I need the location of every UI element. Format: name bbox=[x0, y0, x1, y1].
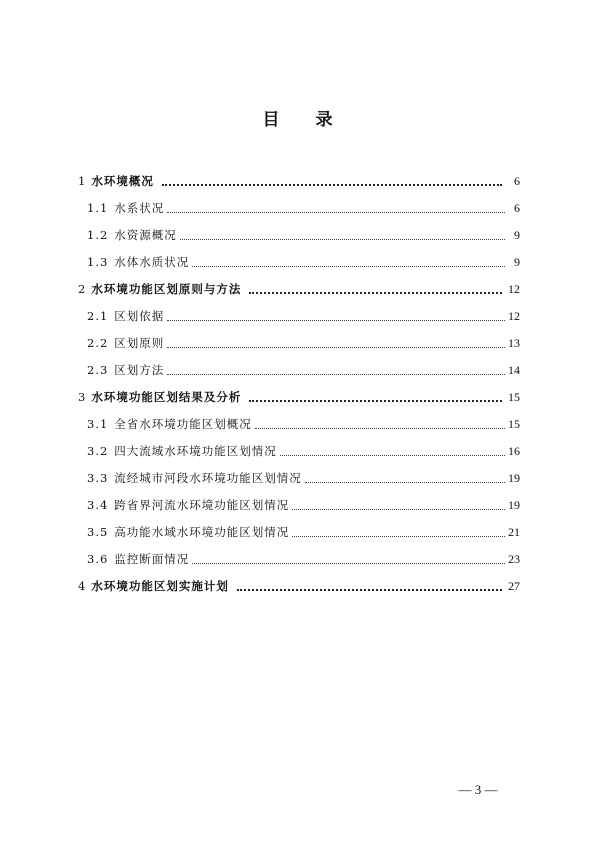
toc-entry-label bbox=[87, 546, 189, 573]
toc-entry-label bbox=[78, 384, 241, 411]
toc-entry-label bbox=[87, 438, 277, 465]
toc-entry-label bbox=[87, 465, 302, 492]
toc-dot-leader bbox=[255, 419, 505, 429]
toc-entry[interactable] bbox=[78, 438, 520, 465]
toc-entry-label bbox=[78, 276, 241, 303]
toc-entry-page: 16 bbox=[508, 444, 520, 458]
toc-entry-label bbox=[87, 411, 252, 438]
table-of-contents bbox=[78, 168, 520, 600]
toc-entry-label bbox=[78, 573, 229, 600]
toc-entry-number: 2.2 bbox=[87, 336, 109, 350]
toc-entry[interactable] bbox=[78, 249, 520, 276]
toc-entry-number: 1.1 bbox=[87, 201, 109, 215]
toc-entry-page: 19 bbox=[508, 498, 520, 512]
toc-entry-number: 2 bbox=[78, 282, 87, 296]
toc-entry[interactable] bbox=[78, 384, 520, 411]
toc-dot-leader bbox=[305, 473, 505, 483]
toc-entry[interactable] bbox=[78, 303, 520, 330]
toc-entry[interactable] bbox=[78, 222, 520, 249]
toc-entry[interactable] bbox=[78, 546, 520, 573]
toc-entry[interactable] bbox=[78, 492, 520, 519]
toc-entry[interactable] bbox=[78, 411, 520, 438]
toc-entry-text: 高功能水域水环境功能区划情况 bbox=[114, 525, 290, 539]
toc-dot-leader bbox=[292, 527, 505, 537]
toc-entry[interactable] bbox=[78, 330, 520, 357]
toc-entry-text: 水环境概况 bbox=[91, 174, 154, 188]
toc-dot-leader bbox=[180, 230, 505, 240]
page-title bbox=[0, 105, 595, 130]
toc-dot-leader bbox=[192, 257, 505, 267]
toc-entry-page: 12 bbox=[508, 282, 520, 296]
toc-entry-number: 3.5 bbox=[87, 525, 109, 539]
toc-entry-number: 3 bbox=[78, 390, 87, 404]
toc-entry-label bbox=[87, 330, 164, 357]
toc-entry-page: 15 bbox=[508, 390, 520, 404]
toc-entry[interactable] bbox=[78, 573, 520, 600]
toc-entry-text: 水环境功能区划实施计划 bbox=[91, 579, 229, 593]
toc-entry-number: 3.4 bbox=[87, 498, 109, 512]
toc-entry-text: 水系状况 bbox=[114, 201, 165, 215]
page-title-part2: 录 bbox=[315, 110, 333, 130]
toc-entry-number: 3.2 bbox=[87, 444, 109, 458]
toc-entry-text: 四大流域水环境功能区划情况 bbox=[114, 444, 277, 458]
toc-entry-page: 13 bbox=[508, 336, 520, 350]
toc-entry-label bbox=[87, 222, 177, 249]
toc-entry[interactable] bbox=[78, 519, 520, 546]
toc-entry-page: 12 bbox=[508, 309, 520, 323]
toc-dot-leader bbox=[192, 554, 505, 564]
toc-entry[interactable] bbox=[78, 465, 520, 492]
toc-entry-text: 区划依据 bbox=[114, 309, 165, 323]
toc-entry-label bbox=[87, 357, 164, 384]
toc-entry-text: 跨省界河流水环境功能区划情况 bbox=[114, 498, 290, 512]
toc-entry-text: 全省水环境功能区划概况 bbox=[114, 417, 252, 431]
toc-entry-number: 3.1 bbox=[87, 417, 109, 431]
toc-entry-number: 4 bbox=[78, 579, 87, 593]
toc-entry-number: 3.6 bbox=[87, 552, 109, 566]
toc-entry-text: 水体水质状况 bbox=[114, 255, 190, 269]
toc-entry-text: 水环境功能区划结果及分析 bbox=[91, 390, 242, 404]
page-number: — 3 — bbox=[458, 782, 498, 797]
toc-entry-text: 区划原则 bbox=[114, 336, 165, 350]
toc-entry-label bbox=[87, 492, 289, 519]
toc-entry[interactable] bbox=[78, 276, 520, 303]
toc-dot-leader bbox=[237, 580, 502, 591]
toc-entry-page: 6 bbox=[514, 174, 520, 188]
toc-entry-number: 1 bbox=[78, 174, 87, 188]
toc-dot-leader bbox=[167, 203, 505, 213]
toc-entry-text: 区划方法 bbox=[114, 363, 165, 377]
toc-entry-page: 6 bbox=[514, 201, 520, 215]
toc-entry[interactable] bbox=[78, 357, 520, 384]
toc-entry-label bbox=[87, 303, 164, 330]
toc-dot-leader bbox=[249, 391, 502, 402]
toc-entry-number: 2.1 bbox=[87, 309, 109, 323]
toc-entry-page: 23 bbox=[508, 552, 520, 566]
toc-entry[interactable] bbox=[78, 168, 520, 195]
toc-entry-page: 27 bbox=[508, 579, 520, 593]
toc-dot-leader bbox=[167, 311, 505, 321]
toc-entry-text: 监控断面情况 bbox=[114, 552, 190, 566]
toc-entry-text: 水环境功能区划原则与方法 bbox=[91, 282, 242, 296]
toc-dot-leader bbox=[162, 175, 502, 186]
toc-dot-leader bbox=[167, 338, 505, 348]
toc-dot-leader bbox=[280, 446, 505, 456]
toc-entry-text: 流经城市河段水环境功能区划情况 bbox=[114, 471, 302, 485]
toc-entry-label bbox=[87, 519, 289, 546]
toc-dot-leader bbox=[167, 365, 505, 375]
toc-entry-label bbox=[87, 195, 164, 222]
toc-entry-page: 21 bbox=[508, 525, 520, 539]
toc-entry-page: 9 bbox=[514, 228, 520, 242]
toc-dot-leader bbox=[249, 283, 502, 294]
toc-entry-number: 1.3 bbox=[87, 255, 109, 269]
toc-entry-number: 3.3 bbox=[87, 471, 109, 485]
toc-entry-page: 19 bbox=[508, 471, 520, 485]
toc-entry-page: 9 bbox=[514, 255, 520, 269]
toc-entry-number: 1.2 bbox=[87, 228, 109, 242]
toc-dot-leader bbox=[292, 500, 505, 510]
toc-entry-text: 水资源概况 bbox=[114, 228, 177, 242]
toc-entry-page: 14 bbox=[508, 363, 520, 377]
page-title-part1: 目 bbox=[262, 110, 280, 130]
toc-entry-page: 15 bbox=[508, 417, 520, 431]
toc-entry[interactable] bbox=[78, 195, 520, 222]
toc-entry-label bbox=[87, 249, 189, 276]
toc-entry-number: 2.3 bbox=[87, 363, 109, 377]
toc-entry-label bbox=[78, 168, 154, 195]
